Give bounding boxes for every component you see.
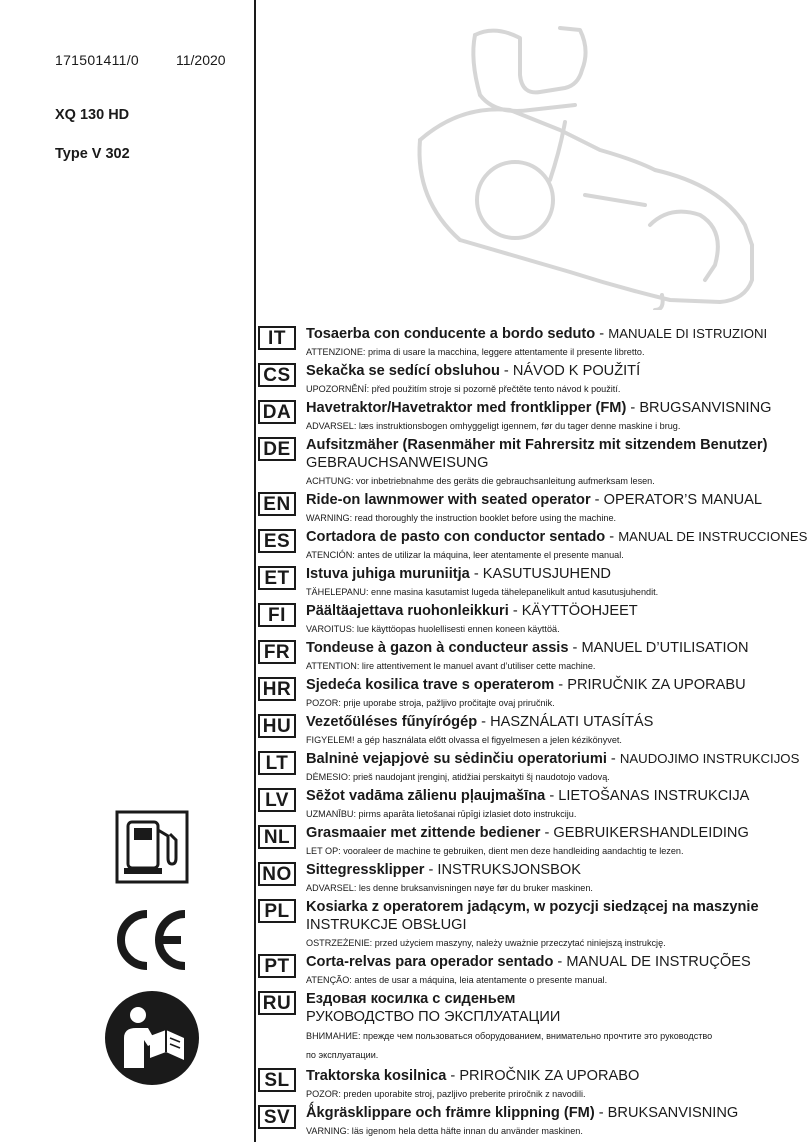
lang-item-pt: PT Corta-relvas para operador sentado - MANUAL DE INSTRUÇÕES ATENÇÃO: antes de usar a máquina, leia atentamente o presente manual. xyxy=(258,953,798,986)
warning-text: POZOR: prije uporabe stroja, pažljivo pročitajte ovaj priručnik. xyxy=(306,698,555,708)
product-title: Päältäajettava ruohonleikkuri xyxy=(306,603,509,619)
warning-text: LET OP: vooraleer de machine te gebruiken, dient men deze handleiding aandachtig te lezen. xyxy=(306,846,684,856)
lang-item-ru xyxy=(258,990,798,1065)
lang-item-es: ES Cortadora de pasto con conductor sentado - MANUAL DE INSTRUCCIONES ATENCIÓN: antes de utilizar la máquina, leer atentamente el presente manual. xyxy=(258,528,798,561)
warning-text: ADVARSEL: læs instruktionsbogen omhyggeligt igennem, før du tager denne maskine i brug. xyxy=(306,421,681,431)
warning-text: DĖMESIO: prieš naudojant įrenginį, atidžiai perskaityti šį naudotojo vadovą. xyxy=(306,772,610,782)
product-title: Balninė vejapjovė su sėdinčiu operatoriumi xyxy=(306,751,607,767)
lang-item-lt: LT Balninė vejapjovė su sėdinčiu operatoriumi - NAUDOJIMO INSTRUKCIJOS DĖMESIO: prieš naudojant įrenginį, atidžiai perskaityti šį naudotojo vadovą. xyxy=(258,750,798,783)
lang-item-nl: NL Grasmaaier met zittende bediener - GEBRUIKERSHANDLEIDING LET OP: vooraleer de machine te gebruiken, dient men deze handleiding aandachtig te lezen. xyxy=(258,824,798,857)
lang-item-hr: HR Sjedeća kosilica trave s operaterom - PRIRUČNIK ZA UPORABU POZOR: prije uporabe stroja, pažljivo pročitajte ovaj priručnik. xyxy=(258,676,798,709)
lang-code-badge: DE xyxy=(258,437,296,461)
manual-title: BRUGSANVISNING xyxy=(639,400,772,416)
lang-item-sv: SV Ǻkgräsklippare och främre klippning (FM) - BRUKSANVISNING VARNING: läs igenom hela detta häfte innan du använder maskinen. xyxy=(258,1104,798,1137)
fuel-pump-icon xyxy=(115,810,189,884)
product-title: Aufsitzmäher (Rasenmäher mit Fahrersitz mit sitzendem Benutzer) xyxy=(306,437,768,453)
warning-text: POZOR: preden uporabite stroj, pazljivo preberite priročnik z navodili. xyxy=(306,1089,586,1099)
lang-item-pl xyxy=(258,898,798,949)
manual-title: MANUAL DE INSTRUÇÕES xyxy=(566,954,751,970)
manual-title: MANUEL D’UTILISATION xyxy=(581,640,749,656)
manual-title: OPERATOR’S MANUAL xyxy=(603,492,763,508)
lang-item-fi: FI Päältäajettava ruohonleikkuri - KÄYTTÖOHJEET VAROITUS: lue käyttöopas huolellisesti ennen koneen käyttöä. xyxy=(258,602,798,635)
product-title: Cortadora de pasto con conductor sentado xyxy=(306,529,606,545)
product-title: Istuva juhiga muruniitja xyxy=(306,566,470,582)
lang-item-lv: LV Sēžot vadāma zālienu pļaujmašīna - LIETOŠANAS INSTRUKCIJA UZMANĪBU: pirms aparāta lietošanai rūpīgi izlasiet doto instrukciju. xyxy=(258,787,798,820)
manual-title: PRIROČNIK ZA UPORABO xyxy=(459,1068,640,1084)
lang-code-badge: LT xyxy=(258,751,296,775)
lang-code-badge: CS xyxy=(258,363,296,387)
product-title: Sittegressklipper xyxy=(306,862,425,878)
warning-text: ATTENZIONE: prima di usare la macchina, leggere attentamente il presente libretto. xyxy=(306,347,645,357)
product-title: Kosiarka z operatorem jadącym, w pozycji siedzącej na maszynie xyxy=(306,899,759,915)
warning-text: OSTRZEŻENIE: przed użyciem maszyny, należy uważnie przeczytać niniejszą instrukcję. xyxy=(306,938,666,948)
warning-text: ВНИМАНИЕ: прежде чем пользоваться оборудованием, внимательно прочтите это руководство по эксплуатации. xyxy=(306,1031,713,1060)
manual-title: PRIRUČNIK ZA UPORABU xyxy=(567,677,746,693)
lang-code-badge: PL xyxy=(258,899,296,923)
lang-code-badge: FR xyxy=(258,640,296,664)
lang-code-badge: ES xyxy=(258,529,296,553)
product-title: Sēžot vadāma zālienu pļaujmašīna xyxy=(306,788,546,804)
manual-title: NAUDOJIMO INSTRUKCIJOS xyxy=(619,751,800,766)
lang-code-badge: DA xyxy=(258,400,296,424)
lang-code-badge: NO xyxy=(258,862,296,886)
lang-item-sl: SL Traktorska kosilnica - PRIROČNIK ZA UPORABO POZOR: preden uporabite stroj, pazljivo preberite priročnik z navodili. xyxy=(258,1067,798,1100)
manual-title: KASUTUSJUHEND xyxy=(482,566,611,582)
lang-item-it: IT Tosaerba con conducente a bordo seduto - MANUALE DI ISTRUZIONI ATTENZIONE: prima di usare la macchina, leggere attentamente il presente libretto. xyxy=(258,325,798,358)
lang-code-badge: PT xyxy=(258,954,296,978)
lang-code-badge: FI xyxy=(258,603,296,627)
manual-title: HASZNÁLATI UTASÍTÁS xyxy=(490,714,654,730)
model-name: XQ 130 HD xyxy=(55,107,130,123)
lang-item-da: DA Havetraktor/Havetraktor med frontklipper (FM) - BRUGSANVISNING ADVARSEL: læs instruktionsbogen omhyggeligt igennem, før du tager denne maskine i brug. xyxy=(258,399,798,432)
product-title: Grasmaaier met zittende bediener xyxy=(306,825,541,841)
lang-item-et: ET Istuva juhiga muruniitja - KASUTUSJUHEND TÄHELEPANU: enne masina kasutamist lugeda tähelepanelikult antud kasutusjuhendit. xyxy=(258,565,798,598)
manual-title: NÁVOD K POUŽITÍ xyxy=(512,363,641,379)
read-manual-icon xyxy=(104,990,200,1086)
manual-title: LIETOŠANAS INSTRUKCIJA xyxy=(558,788,750,804)
product-title: Tondeuse à gazon à conducteur assis xyxy=(306,640,569,656)
lang-code-badge: LV xyxy=(258,788,296,812)
product-title: Tosaerba con conducente a bordo seduto xyxy=(306,326,596,342)
manual-title: GEBRAUCHSANWEISUNG xyxy=(306,455,489,471)
product-title: Havetraktor/Havetraktor med frontklipper (FM) xyxy=(306,400,627,416)
warning-text: ACHTUNG: vor inbetriebnahme des geräts die gebrauchsanleitung aufmerksam lesen. xyxy=(306,476,655,486)
manual-title: MANUAL DE INSTRUCCIONES xyxy=(618,529,808,544)
lang-code-badge: NL xyxy=(258,825,296,849)
product-title: Vezetőüléses fűnyírógép xyxy=(306,714,478,730)
product-title: Corta-relvas para operador sentado xyxy=(306,954,554,970)
warning-text: UZMANĪBU: pirms aparāta lietošanai rūpīgi izlasiet doto instrukciju. xyxy=(306,809,577,819)
warning-text: TÄHELEPANU: enne masina kasutamist lugeda tähelepanelikult antud kasutusjuhendit. xyxy=(306,587,659,597)
lang-item-no: NO Sittegressklipper - INSTRUKSJONSBOK ADVARSEL: les denne bruksanvisningen nøye før du bruker maskinen. xyxy=(258,861,798,894)
manual-title: KÄYTTÖOHJEET xyxy=(521,603,638,619)
product-title: Ǻkgräsklippare och främre klippning (FM) xyxy=(306,1105,595,1121)
lang-item-hu: HU Vezetőüléses fűnyírógép - HASZNÁLATI UTASÍTÁS FIGYELEM! a gép használata előtt olvassa el figyelmesen a jelen kézikönyvet. xyxy=(258,713,798,746)
product-title: Traktorska kosilnica xyxy=(306,1068,447,1084)
ride-on-mower-illustration xyxy=(400,10,770,310)
lang-item-fr: FR Tondeuse à gazon à conducteur assis - MANUEL D’UTILISATION ATTENTION: lire attentivement le manuel avant d’utiliser cette machine. xyxy=(258,639,798,672)
warning-text: ADVARSEL: les denne bruksanvisningen nøye før du bruker maskinen. xyxy=(306,883,593,893)
warning-text: FIGYELEM! a gép használata előtt olvassa el figyelmesen a jelen kézikönyvet. xyxy=(306,735,622,745)
lang-code-badge: SL xyxy=(258,1068,296,1092)
model-type: Type V 302 xyxy=(55,146,130,162)
manual-title: РУКОВОДСТВО ПО ЭКСПЛУАТАЦИИ xyxy=(306,1009,561,1025)
ce-mark xyxy=(113,910,189,970)
lang-code-badge: EN xyxy=(258,492,296,516)
language-list xyxy=(258,325,808,1141)
warning-text: VAROITUS: lue käyttöopas huolellisesti ennen koneen käyttöä. xyxy=(306,624,560,634)
product-title: Ездовая косилка с сиденьем xyxy=(306,991,516,1007)
warning-text: VARNING: läs igenom hela detta häfte innan du använder maskinen. xyxy=(306,1126,583,1136)
manual-title: MANUALE DI ISTRUZIONI xyxy=(608,326,768,341)
lang-code-badge: ET xyxy=(258,566,296,590)
lang-code-badge: HR xyxy=(258,677,296,701)
product-title: Sjedeća kosilica trave s operaterom xyxy=(306,677,555,693)
document-date: 11/2020 xyxy=(176,52,226,68)
manual-title: GEBRUIKERSHANDLEIDING xyxy=(553,825,749,841)
warning-text: ATENCIÓN: antes de utilizar la máquina, leer atentamente el presente manual. xyxy=(306,550,624,560)
document-number: 171501411/0 xyxy=(55,52,140,68)
warning-text: UPOZORNĚNÍ: před použitím stroje si pozorně přečtěte tento návod k použití. xyxy=(306,384,621,394)
warning-text: ATTENTION: lire attentivement le manuel avant d’utiliser cette machine. xyxy=(306,661,596,671)
manual-title: BRUKSANVISNING xyxy=(607,1105,739,1121)
lang-code-badge: SV xyxy=(258,1105,296,1129)
warning-text: ATENÇÃO: antes de usar a máquina, leia atentamente o presente manual. xyxy=(306,975,608,985)
product-title: Sekačka se sedící obsluhou xyxy=(306,363,500,379)
warning-text: WARNING: read thoroughly the instruction booklet before using the machine. xyxy=(306,513,617,523)
lang-item-de xyxy=(258,436,798,487)
product-title: Ride-on lawnmower with seated operator xyxy=(306,492,591,508)
lang-code-badge: RU xyxy=(258,991,296,1015)
lang-item-cs: CS Sekačka se sedící obsluhou - NÁVOD K POUŽITÍ UPOZORNĚNÍ: před použitím stroje si pozorně přečtěte tento návod k použití. xyxy=(258,362,798,395)
vertical-divider xyxy=(254,0,256,1142)
manual-title: INSTRUKCJE OBSŁUGI xyxy=(306,917,467,933)
lang-code-badge: IT xyxy=(258,326,296,350)
manual-title: INSTRUKSJONSBOK xyxy=(437,862,581,878)
lang-item-en: EN Ride-on lawnmower with seated operator - OPERATOR’S MANUAL WARNING: read thoroughly the instruction booklet before using the machine. xyxy=(258,491,798,524)
lang-code-badge: HU xyxy=(258,714,296,738)
